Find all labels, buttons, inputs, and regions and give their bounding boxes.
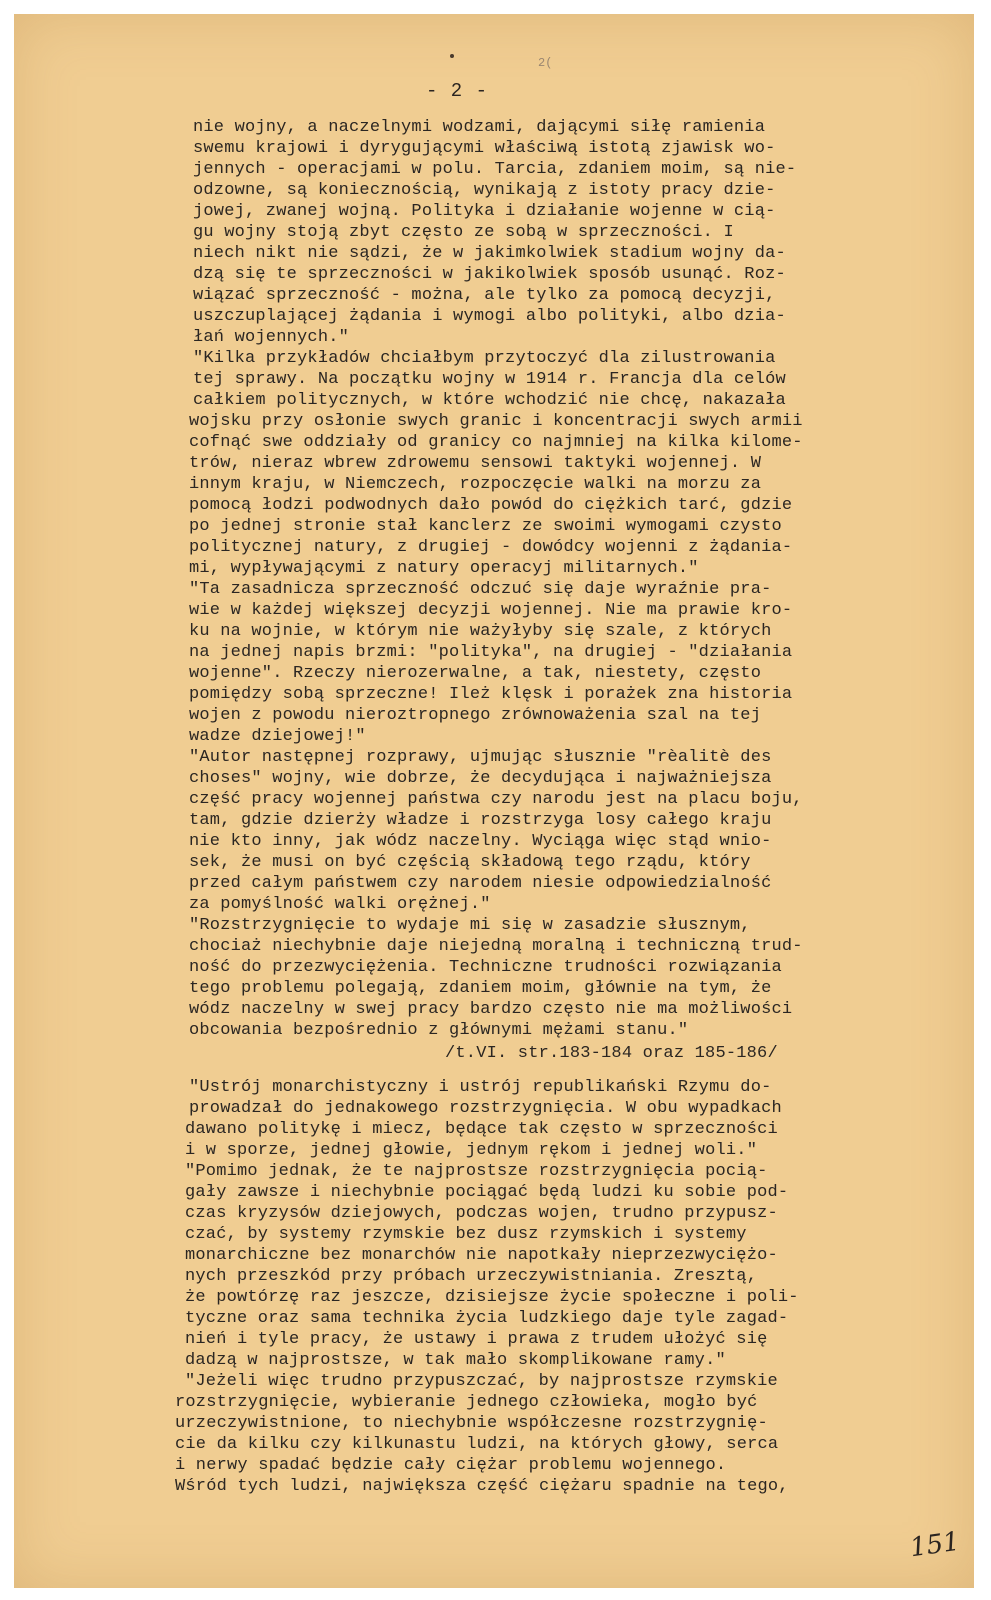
text-line: dadzą w najprostsze, w tak mało skomplikowane ramy."	[185, 1351, 726, 1370]
page-number: - 2 -	[426, 80, 489, 102]
text-line: "Rozstrzygnięcie to wydaje mi się w zasadzie słusznym,	[189, 916, 751, 935]
text-line: urzeczywistnione, to niechybnie współczesne rozstrzygnię-	[175, 1414, 768, 1433]
text-line: "Ta zasadnicza sprzeczność odczuć się daje wyraźnie pra-	[189, 580, 772, 599]
text-line: monarchiczne bez monarchów nie napotkały nieprzezwyciężo-	[185, 1246, 778, 1265]
text-line: tam, gdzie dzierży władze i rozstrzyga losy całego kraju	[189, 811, 772, 830]
text-line: pomocą łodzi podwodnych dało powód do ciężkich tarć, gdzie	[189, 496, 793, 515]
page-mark: 2(	[538, 56, 553, 70]
text-line: "Kilka przykładów chciałbym przytoczyć dla zilustrowania	[193, 349, 776, 368]
text-line: za pomyślność walki orężnej."	[189, 895, 491, 914]
text-line: ność do przezwyciężenia. Techniczne trudności rozwiązania	[189, 958, 782, 977]
text-line: dawano politykę i miecz, będące tak często w sprzeczności	[185, 1120, 778, 1139]
text-line: odzowne, są koniecznością, wynikają z istoty pracy dzie-	[193, 181, 776, 200]
text-line: choses" wojny, wie dobrze, że decydująca i najważniejsza	[189, 769, 772, 788]
text-line: chociaż niechybnie daje niejedną moralną i techniczną trud-	[189, 937, 803, 956]
text-line: "Jeżeli więc trudno przypuszczać, by najprostsze rzymskie	[185, 1372, 778, 1391]
citation: /t.VI. str.183-184 oraz 185-186/	[445, 1044, 778, 1063]
handwritten-folio-number: 151	[908, 1526, 962, 1564]
text-line: politycznej natury, z drugiej - dowódcy wojenni z żądania-	[189, 538, 793, 557]
text-line: na jednej napis brzmi: "polityka", na drugiej - "działania	[189, 643, 793, 662]
text-line: przed całym państwem czy narodem niesie odpowiedzialność	[189, 874, 772, 893]
text-line: gały zawsze i niechybnie pociągać będą ludzi ku sobie pod-	[185, 1183, 789, 1202]
text-line: nych przeszkód przy próbach urzeczywistniania. Zresztą,	[185, 1267, 758, 1286]
text-line: "Pomimo jednak, że te najprostsze rozstrzygnięcia pocią-	[185, 1162, 768, 1181]
text-line: sek, że musi on być częścią składową tego rządu, który	[189, 853, 751, 872]
text-line: po jednej stronie stał kanclerz ze swoimi wymogami czysto	[189, 517, 782, 536]
text-line: wiązać sprzeczność - można, ale tylko za pomocą decyzji,	[193, 286, 776, 305]
text-line: swemu krajowi i dyrygującymi właściwą istotą zjawisk wo-	[193, 139, 776, 158]
text-line: rozstrzygnięcie, wybieranie jednego człowieka, mogło być	[175, 1393, 758, 1412]
text-line: całkiem politycznych, w które wchodzić nie chcę, nakazała	[193, 391, 786, 410]
text-line: mi, wypływającymi z natury operacyj militarnych."	[189, 559, 699, 578]
text-line: trów, nieraz wbrew zdrowemu sensowi taktyki wojennej. W	[189, 454, 762, 473]
text-line: ku na wojnie, w którym nie ważyłyby się szale, z których	[189, 622, 772, 641]
text-line: czać, by systemy rzymskie bez dusz rzymskich i systemy	[185, 1225, 747, 1244]
text-line: "Autor następnej rozprawy, ujmując słusznie "rèalitè des	[189, 748, 772, 767]
text-line: cie da kilku czy kilkunastu ludzi, na których głowy, serca	[175, 1435, 779, 1454]
text-line: gu wojny stoją zbyt często ze sobą w sprzeczności. I	[193, 223, 734, 242]
text-line: dzą się te sprzeczności w jakikolwiek sposób usunąć. Roz-	[193, 265, 786, 284]
text-line: łań wojennych."	[193, 328, 350, 347]
text-line: część pracy wojennej państwa czy narodu jest na placu boju,	[189, 790, 803, 809]
text-line: niech nikt nie sądzi, że w jakimkolwiek stadium wojny da-	[193, 244, 786, 263]
text-line: tej sprawy. Na początku wojny w 1914 r. Francja dla celów	[193, 370, 786, 389]
text-line: "Ustrój monarchistyczny i ustrój republikański Rzymu do-	[189, 1078, 772, 1097]
text-line: wie w każdej większej decyzji wojennej. Nie ma prawie kro-	[189, 601, 793, 620]
text-line: wojenne". Rzeczy nierozerwalne, a tak, niestety, często	[189, 664, 762, 683]
text-line: i nerwy spadać będzie cały ciężar problemu wojennego.	[175, 1456, 727, 1475]
text-line: prowadzał do jednakowego rozstrzygnięcia. W obu wypadkach	[189, 1099, 782, 1118]
text-line: wódz naczelny w swej pracy bardzo często nie ma możliwości	[189, 1000, 793, 1019]
text-line: uszczuplającej żądania i wymogi albo polityki, albo dzia-	[193, 307, 786, 326]
text-line: innym kraju, w Niemczech, rozpoczęcie walki na morzu za	[189, 475, 762, 494]
text-line: wadze dziejowej!"	[189, 727, 366, 746]
text-line: tego problemu polegają, zdaniem moim, głównie na tym, że	[189, 979, 772, 998]
text-line: pomiędzy sobą sprzeczne! Ileż klęsk i porażek zna historia	[189, 685, 793, 704]
text-line: cofnąć swe oddziały od granicy co najmniej na kilka kilome-	[189, 433, 803, 452]
text-line: wojen z powodu nieroztropnego zrównoważenia szal na tej	[189, 706, 762, 725]
text-line: jowej, zwanej wojną. Polityka i działanie wojenne w cią-	[193, 202, 776, 221]
text-line: obcowania bezpośrednio z głównymi mężami stanu."	[189, 1021, 689, 1040]
text-line: czas kryzysów dziejowych, podczas wojen, trudno przypusz-	[185, 1204, 778, 1223]
text-line: nie kto inny, jak wódz naczelny. Wyciąga więc stąd wnio-	[189, 832, 772, 851]
text-line: nień i tyle pracy, że ustawy i prawa z trudem ułożyć się	[185, 1330, 768, 1349]
text-line: nie wojny, a naczelnymi wodzami, dającymi siłę ramienia	[193, 118, 766, 137]
text-line: wojsku przy osłonie swych granic i koncentracji swych armii	[189, 412, 803, 431]
text-line: że powtórzę raz jeszcze, dzisiejsze życie społeczne i poli-	[185, 1288, 799, 1307]
text-line: tyczne oraz sama technika życia ludzkiego daje tyle zagad-	[185, 1309, 789, 1328]
text-line: i w sporze, jednej głowie, jednym rękom i jednej woli."	[185, 1141, 758, 1160]
text-line: Wśród tych ludzi, największa część ciężaru spadnie na tego,	[175, 1477, 789, 1496]
text-line: jennych - operacjami w polu. Tarcia, zdaniem moim, są nie-	[193, 160, 797, 179]
